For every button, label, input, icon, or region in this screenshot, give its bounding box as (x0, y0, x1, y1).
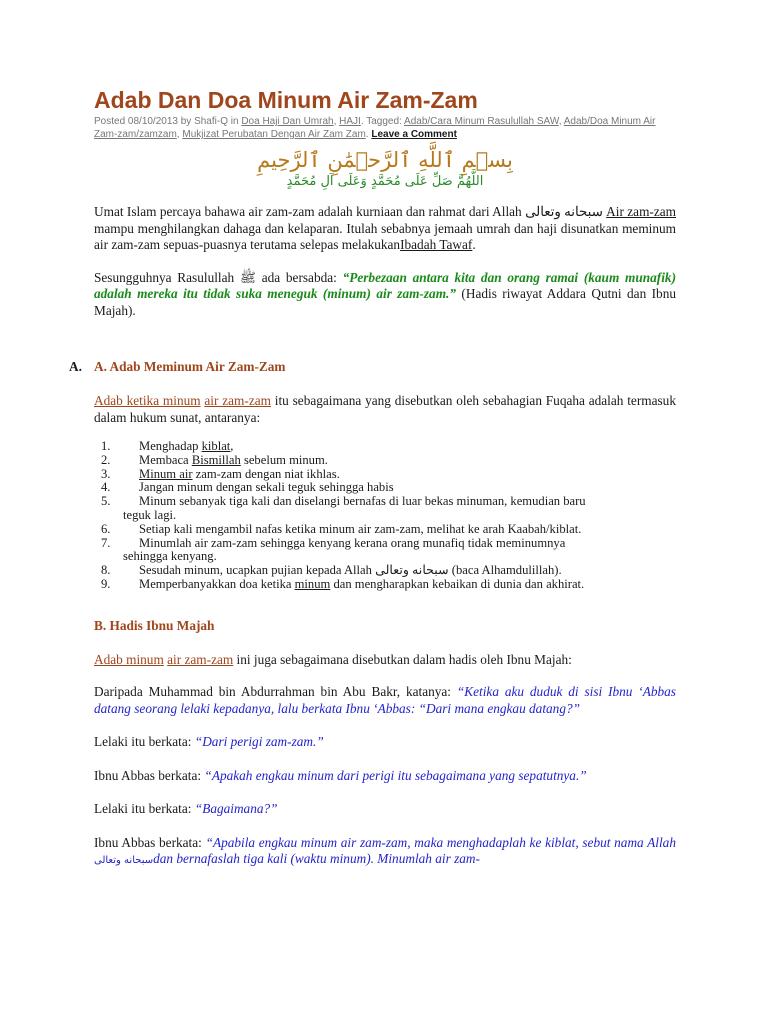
meta-tagged-label: . Tagged: (360, 116, 405, 127)
dialog-quote: “Ketika aku duduk di sisi Ibnu ‘Abbas datang seorang lelaki kepadanya, lalu berkata Ibnu ‘Abbas: “Dari mana engkau datang?” (94, 684, 676, 716)
section-b-text: ini juga sebagaimana disebutkan dalam hadis oleh Ibnu Majah: (233, 651, 572, 667)
ibadah-tawaf-link[interactable]: Ibadah Tawaf (400, 237, 473, 252)
dialog-speaker: Lelaki itu berkata: (94, 734, 195, 750)
list-text: Setiap kali mengambil nafas ketika minum air zam-zam, melihat ke arah Kaabah/kiblat. (139, 521, 582, 536)
adab-minum-link[interactable]: Adab minum (94, 651, 164, 667)
list-text: Jangan minum dengan sekali teguk sehingga habis (139, 480, 394, 495)
list-number: 9. (101, 576, 111, 591)
adab-list-item (94, 481, 676, 495)
list-link[interactable]: minum (294, 576, 331, 591)
meta-separator: , (558, 116, 564, 127)
list-number: 6. (101, 521, 111, 536)
adab-ketika-minum-link[interactable]: Adab ketika minum (94, 393, 201, 408)
category-link-doa-haji[interactable]: Doa Haji Dan Umrah (241, 116, 334, 127)
list-text-continuation: teguk lagi. (123, 507, 177, 522)
list-text: dan mengharapkan kebaikan di dunia dan akhirat. (330, 576, 585, 591)
list-text: Membaca (139, 452, 192, 467)
air-zamzam-link-2[interactable]: air zam-zam (204, 393, 271, 408)
list-link[interactable]: kiblat (201, 439, 231, 453)
adab-list-item (94, 523, 676, 537)
section-b-title: B. Hadis Ibnu Majah (94, 617, 215, 633)
category-link-haji[interactable]: HAJI (339, 116, 361, 127)
arabic-header (94, 147, 676, 190)
list-link[interactable]: Minum air (139, 466, 193, 481)
hadith-intro: Sesungguhnya Rasulullah ﷺ ada bersabda: (94, 269, 343, 285)
intro-text: Umat Islam percaya bahawa air zam-zam adalah kurniaan dan rahmat dari Allah سبحانه وتعالى (94, 204, 607, 219)
meta-separator: , (176, 129, 183, 140)
hadith-quote: “Perbezaan antara kita dan orang ramai (kaum munafik) adalah mereka itu tidak suka meneguk (minum) air zam-zam.” (94, 269, 676, 301)
tag-link-mukjizat[interactable]: Mukjizat Perubatan Dengan Air Zam Zam (182, 129, 366, 140)
dialog-speaker: Ibnu Abbas berkata: (94, 767, 205, 783)
list-text: Minum sebanyak tiga kali dan diselangi bernafas di luar bekas minuman, kemudian baru (139, 494, 586, 509)
dialog-speaker: Ibnu Abbas berkata: (94, 834, 206, 850)
basmala: بِسۡمِ ٱللَّهِ ٱلرَّحۡمَٰنِ ٱلرَّحِيمِ (257, 148, 513, 172)
salawat: اللَّهُمَّ صَلِّ عَلَى مُحَمَّدٍ وَعَلَى آلِ مُحَمَّدٍ (286, 174, 484, 189)
dialog-speaker: Lelaki itu berkata: (94, 801, 195, 817)
dialog-quote: “Apabila engkau minum air zam-zam, maka menghadaplah ke kiblat, sebut nama Allah (205, 834, 676, 850)
intro-text: mampu menghilangkan dahaga dan kelaparan. Itulah sebabnya jemaah umrah dan haji disunatkan meminum air zam-zam sepuas-puasnya terutama selepas melakukan (94, 220, 676, 252)
list-number: 5. (101, 494, 111, 509)
hadith-paragraph (94, 270, 676, 320)
dialog-3 (94, 768, 676, 785)
adab-list-item (94, 564, 676, 578)
leave-comment-link[interactable]: Leave a Comment (371, 129, 457, 140)
list-text: Sesudah minum, ucapkan pujian kepada Allah سبحانه وتعالى (baca Alhamdulillah). (139, 563, 562, 578)
list-number: 2. (101, 452, 111, 467)
list-number: 3. (101, 466, 111, 481)
dialog-quote: “Apakah engkau minum dari perigi itu sebagaimana yang sepatutnya.” (204, 767, 587, 783)
section-a-text: itu sebagaimana yang disebutkan oleh sebahagian Fuqaha adalah termasuk dalam hukum sunat, antaranya: (94, 393, 676, 425)
list-text: Menghadap (139, 439, 202, 453)
adab-list-item (94, 495, 676, 523)
dialog-1 (94, 684, 676, 717)
section-a-intro (94, 393, 676, 426)
section-a-marker: A. (69, 359, 82, 374)
list-number: 1. (101, 439, 111, 453)
adab-list-item (94, 578, 676, 592)
article-title: Adab Dan Doa Minum Air Zam-Zam (94, 87, 478, 113)
adab-list-item (94, 440, 676, 454)
dialog-4 (94, 801, 676, 818)
post-meta-prefix: Posted 08/10/2013 by Shafi-Q in (94, 116, 242, 127)
tag-link-adab-cara-minum[interactable]: Adab/Cara Minum Rasulullah SAW (404, 116, 559, 127)
list-text: Minumlah air zam-zam sehingga kenyang kerana orang munafiq tidak meminumnya (139, 535, 566, 550)
adab-list (94, 440, 676, 592)
meta-separator: . (365, 129, 372, 140)
intro-text: . (472, 237, 476, 252)
list-link[interactable]: Bismillah (191, 452, 241, 467)
hadith-source: (Hadis riwayat Addara Qutni dan Ibnu Majah). (94, 286, 677, 318)
list-number: 7. (101, 535, 111, 550)
list-number: 8. (101, 563, 111, 578)
arabic-subhanahu: سبحانه وتعالى (94, 855, 154, 867)
section-b-heading (94, 618, 676, 634)
adab-list-item (94, 468, 676, 482)
intro-paragraph (94, 204, 676, 254)
section-b-intro (94, 652, 676, 669)
dialog-2 (94, 734, 676, 751)
list-number: 4. (101, 480, 111, 495)
meta-separator: , (333, 116, 340, 127)
dialog-5 (94, 835, 676, 870)
list-text-continuation: sehingga kenyang. (123, 549, 217, 564)
dialog-quote: “Bagaimana?” (194, 801, 278, 817)
adab-list-item (94, 537, 676, 565)
dialog-quote: “Dari perigi zam-zam.” (194, 734, 324, 750)
dialog-speaker: Daripada Muhammad bin Abdurrahman bin Abu Bakr, katanya: (94, 684, 457, 700)
adab-list-item (94, 454, 676, 468)
list-text: zam-zam dengan niat ikhlas. (192, 466, 340, 481)
article (69, 86, 677, 870)
post-meta (94, 115, 676, 141)
section-a-title: A. Adab Meminum Air Zam-Zam (94, 359, 286, 374)
dialog-quote: dan bernafaslah tiga kali (waktu minum). Minumlah air zam- (153, 851, 480, 867)
tag-link-adab-doa-minum[interactable]: Adab/Doa Minum Air Zam-zam/zamzam (94, 116, 656, 140)
list-text: sebelum minum. (240, 452, 328, 467)
air-zamzam-link-3[interactable]: air zam-zam (167, 651, 234, 667)
list-text: , (230, 439, 234, 453)
list-text: Memperbanyakkan doa ketika (139, 576, 295, 591)
section-a-heading (69, 359, 676, 375)
air-zamzam-link[interactable]: Air zam-zam (606, 204, 676, 219)
